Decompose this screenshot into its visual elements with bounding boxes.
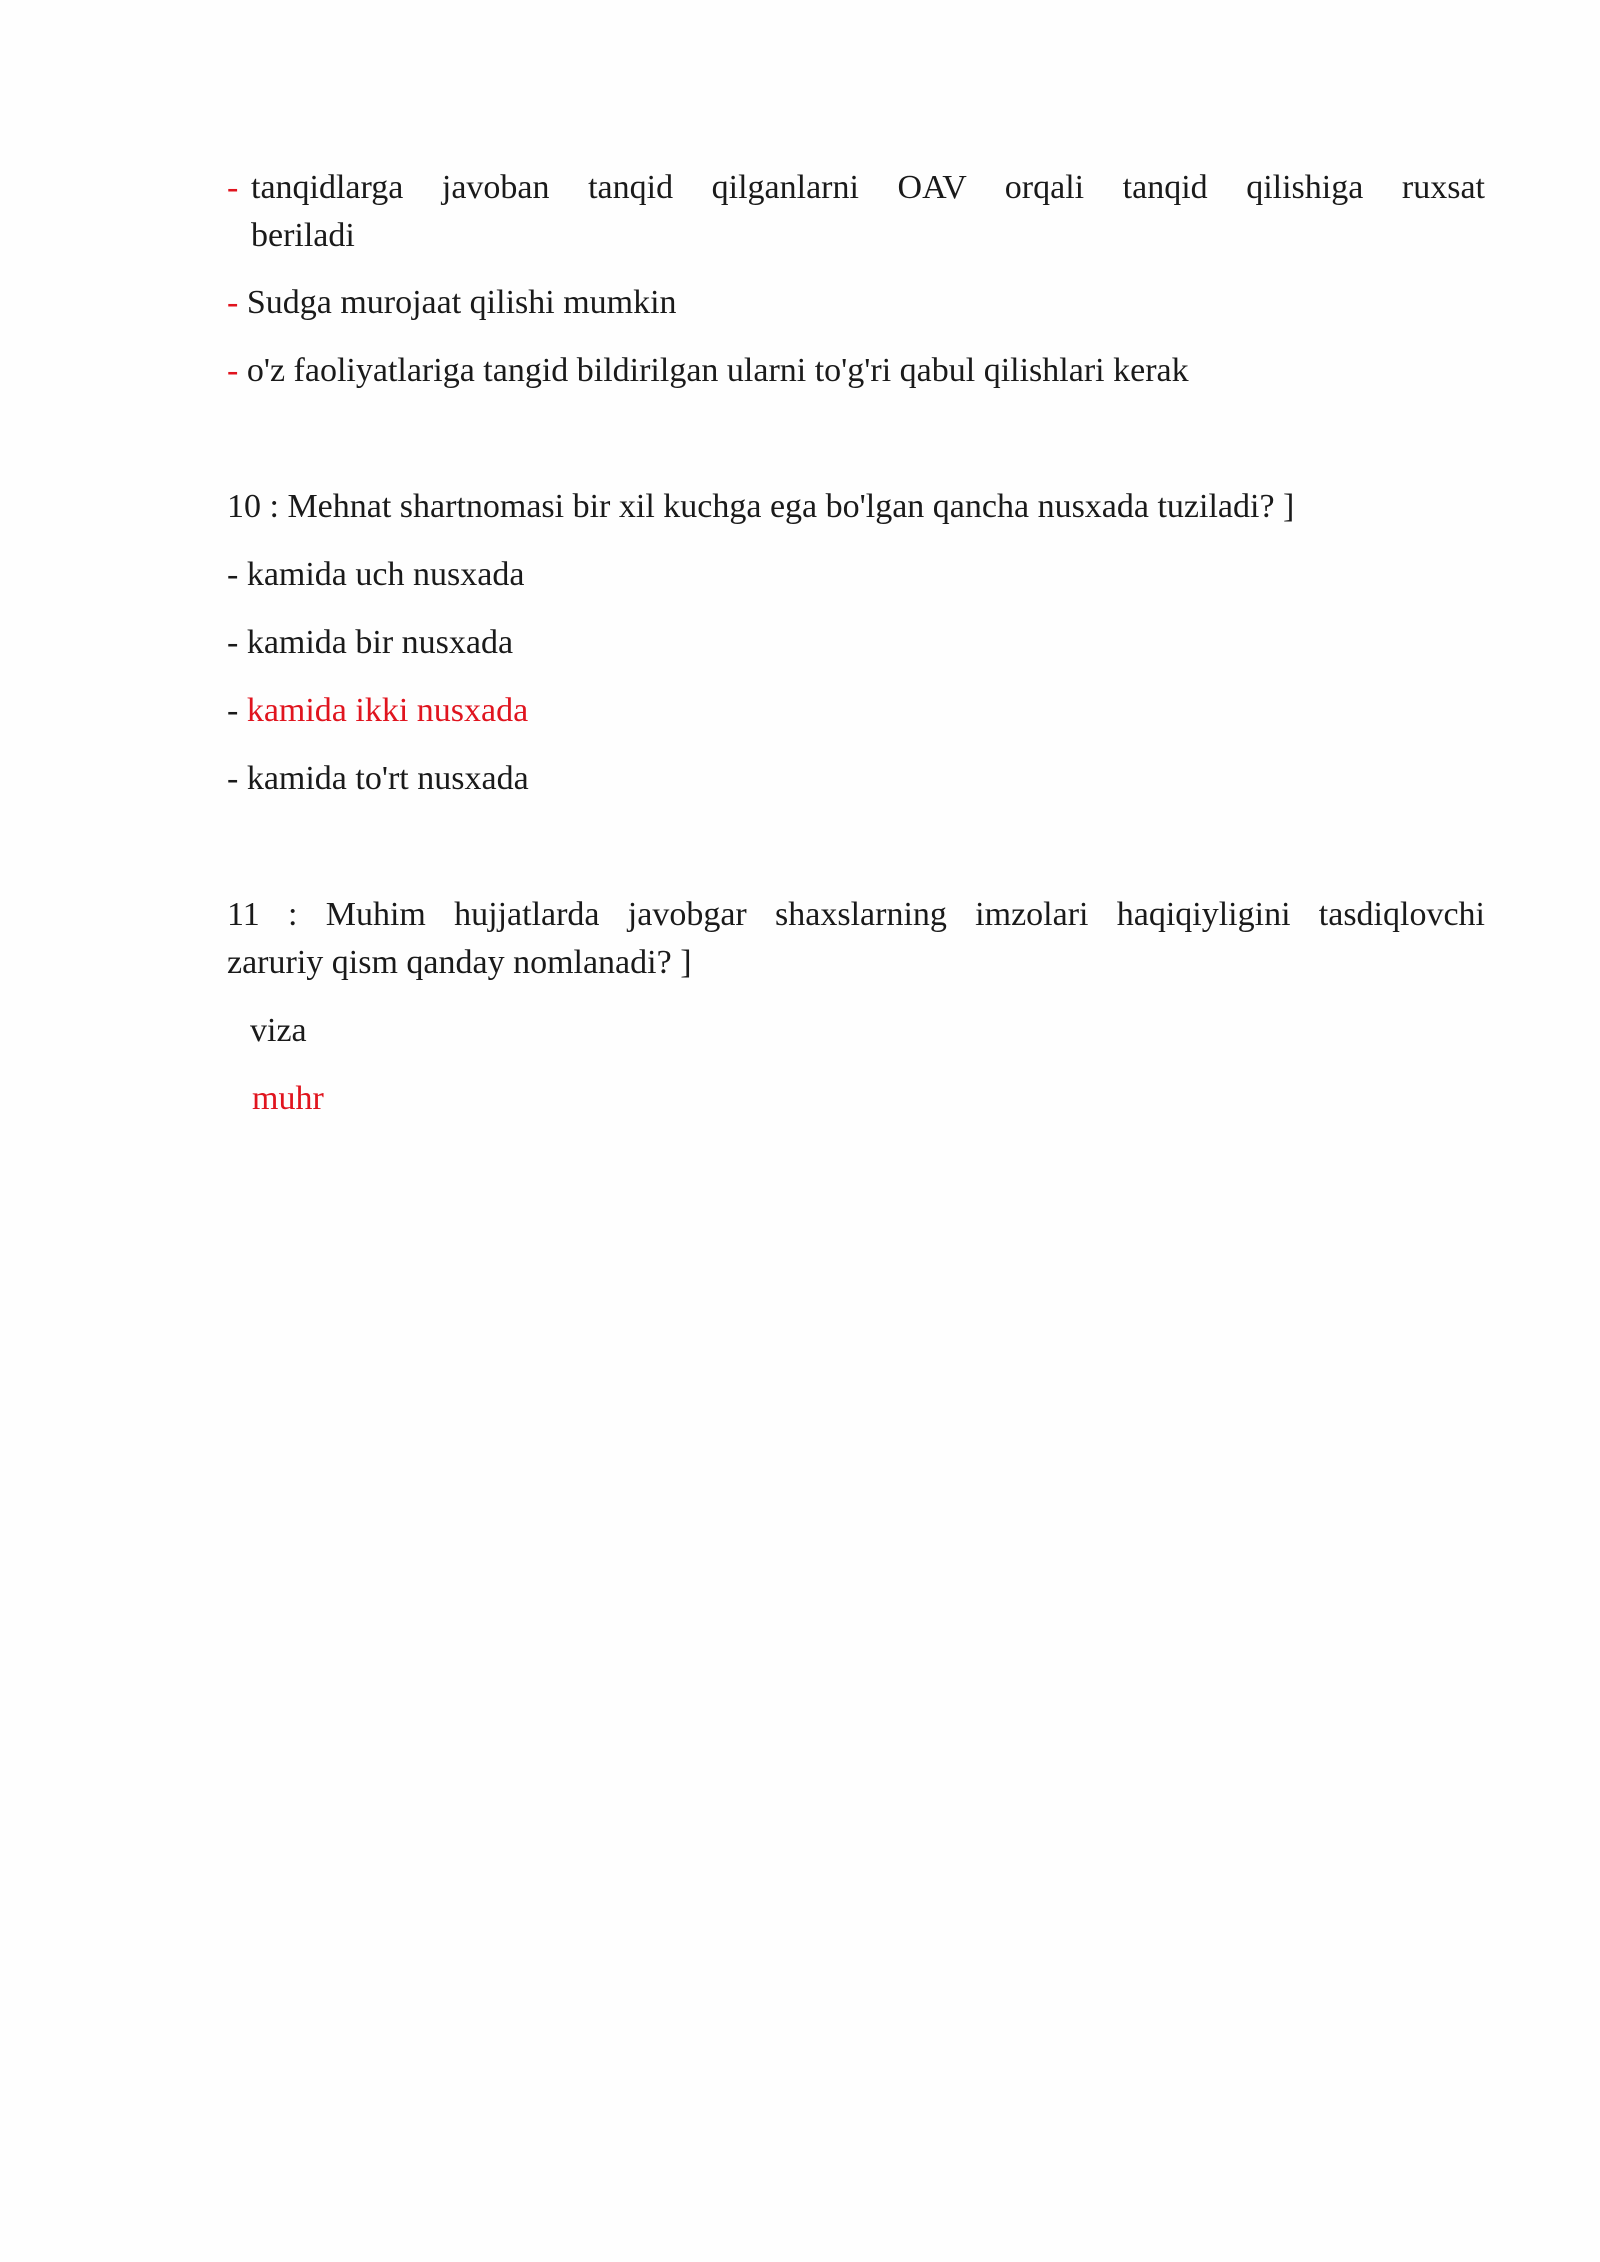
q10-option-2-dash: -	[227, 624, 239, 661]
q10-option-4-dash: -	[227, 760, 239, 797]
q9-option-1-dash: -	[227, 169, 239, 206]
q11-question-line2: zaruriy qism qanday nomlanadi? ]	[227, 944, 692, 981]
q10-option-3-dash: -	[227, 692, 239, 729]
q9-option-2-dash: -	[227, 284, 239, 321]
q9-option-1	[227, 164, 1485, 260]
q10-option-4-text: kamida to'rt nusxada	[246, 760, 529, 797]
q10-option-2	[227, 619, 1485, 667]
q10-option-4	[227, 755, 1485, 803]
q10-option-2-text: kamida bir nusxada	[246, 624, 514, 661]
q9-option-2	[227, 279, 1485, 327]
q9-option-3-dash: -	[227, 352, 239, 389]
q10-question: 10 : Mehnat shartnomasi bir xil kuchga ega bo'lgan qancha nusxada tuziladi? ]	[227, 488, 1295, 525]
q9-option-1-line1: tanqidlarga javoban tanqid qilganlarni OAV orqali tanqid qilishiga ruxsat	[251, 169, 1485, 206]
q10-option-3-text: kamida ikki nusxada	[246, 692, 529, 729]
q9-option-3-text: o'z faoliyatlariga tangid bildirilgan ularni to'g'ri qabul qilishlari kerak	[246, 352, 1189, 389]
q9-option-2-text: Sudga murojaat qilishi mumkin	[246, 284, 677, 321]
q10-option-1-dash: -	[227, 556, 239, 593]
q11-option-2-correct: muhr	[252, 1080, 324, 1117]
q11-question-line1: 11 : Muhim hujjatlarda javobgar shaxslarning imzolari haqiqiyligini tasdiqlovchi	[227, 896, 1485, 933]
q10-option-1-text: kamida uch nusxada	[246, 556, 525, 593]
q9-option-1-line2: beriladi	[251, 217, 355, 254]
q10-option-1	[227, 551, 1485, 599]
q9-option-3	[227, 347, 1485, 395]
q11-option-1: viza	[250, 1012, 307, 1049]
q10-option-3-correct	[227, 687, 1485, 735]
